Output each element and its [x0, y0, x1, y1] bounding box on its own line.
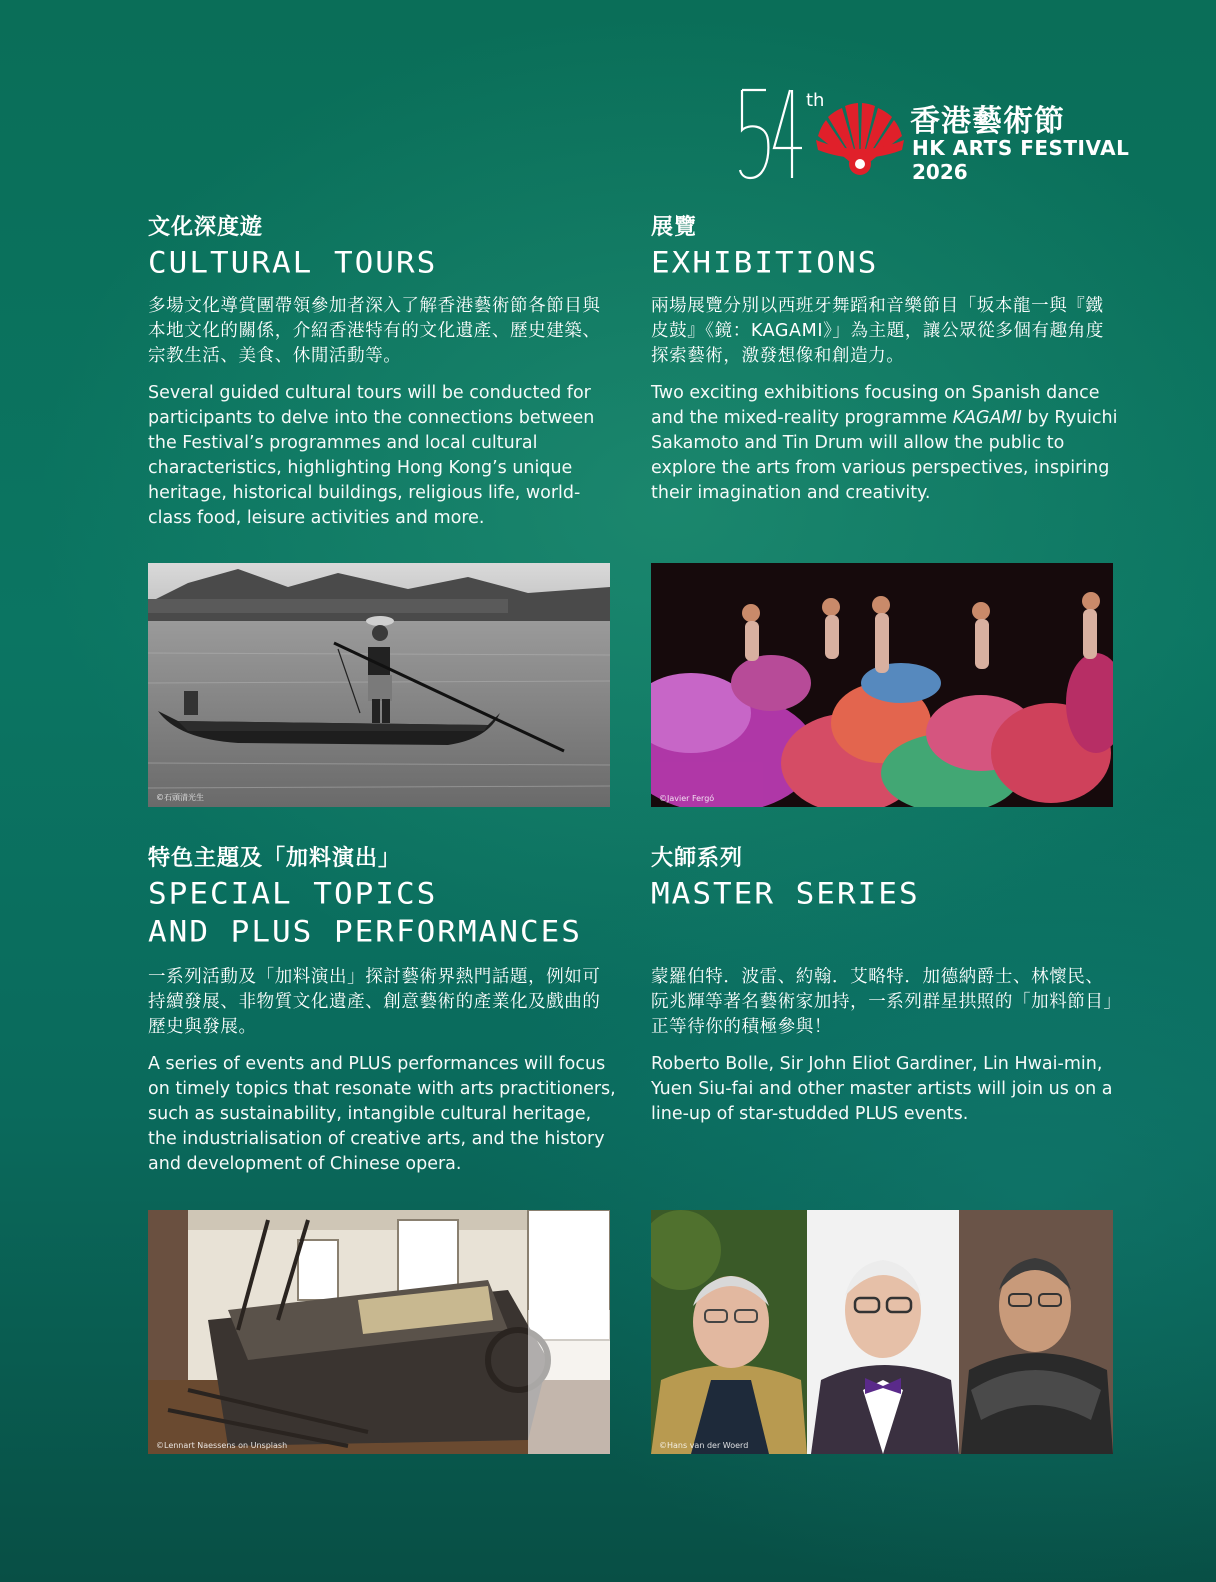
section-body-zh: 兩場展覽分別以西班牙舞蹈和音樂節目「坂本龍一與『鐵皮鼓』《鏡：KAGAMI》」為主題，讓公眾從多個有趣角度探索藝術，激發想像和創造力。	[651, 296, 1104, 366]
section-body-zh: 蒙羅伯特．波雷、約翰．艾略特．加德納爵士、林懷民、阮兆輝等著名藝術家加持，一系列群星拱照的「加料節目」正等待你的積極參與！	[651, 967, 1113, 1037]
photo-credit: ©Javier Fergó	[659, 794, 715, 803]
section-body-zh: 一系列活動及「加料演出」探討藝術界熱門話題，例如可持續發展、非物質文化遺產、創意藝術的產業化及戲曲的歷史與發展。	[148, 967, 601, 1037]
festival-name-zh: 香港藝術節	[910, 104, 1065, 139]
festival-name-en: HK ARTS FESTIVAL	[912, 136, 1130, 160]
section-cultural-tours	[148, 214, 616, 531]
section-body-en: Several guided cultural tours will be conducted for participants to delve into the connections between the Festival’s programmes and local cultural characteristics, highlighting Hong Kong’s unique heritage, historical buildings, religious life, world-class food, leisure activities and more.	[148, 383, 595, 528]
section-master-series	[651, 845, 1119, 1127]
section-title-zh: 大師系列	[651, 846, 744, 871]
photo-credit: ©石頭清光生	[156, 793, 204, 802]
edition-ordinal: th	[806, 90, 825, 111]
section-body-en: A series of events and PLUS performances will focus on timely topics that resonate with arts practitioners, such as sustainability, intangible cultural heritage, the industrialisation of creative arts, and the history and development of Chinese opera.	[148, 1054, 616, 1174]
edition-number	[738, 86, 804, 182]
section-body-en: Two exciting exhibitions focusing on Spanish dance and the mixed-reality programme KAGAMI by Ryuichi Sakamoto and Tin Drum will allow the public to explore the arts from various perspectives, inspiring their imagination and creativity.	[651, 383, 1118, 503]
programme-title-italic: KAGAMI	[952, 408, 1022, 428]
festival-fan-emblem-icon	[814, 100, 906, 180]
section-title-zh: 展覽	[651, 215, 698, 240]
photo-credit: ©Hans van der Woerd	[659, 1441, 749, 1450]
photo-fisherman-boat	[148, 563, 610, 807]
section-title-en: MASTER SERIES	[651, 876, 920, 912]
photo-master-artists	[651, 1210, 1113, 1454]
festival-logo	[738, 86, 1128, 186]
section-title-en: SPECIAL TOPICS AND PLUS PERFORMANCES	[148, 876, 582, 950]
photo-flamenco-dancers	[651, 563, 1113, 807]
festival-year: 2026	[912, 160, 968, 184]
section-title-zh: 特色主題及「加料演出」	[148, 846, 402, 871]
section-title-zh: 文化深度遊	[148, 215, 264, 240]
photo-printing-press	[148, 1210, 610, 1454]
section-title-en: CULTURAL TOURS	[148, 245, 438, 281]
section-title-en: EXHIBITIONS	[651, 245, 879, 281]
photo-credit: ©Lennart Naessens on Unsplash	[156, 1441, 288, 1450]
section-exhibitions	[651, 214, 1119, 506]
section-special-topics	[148, 845, 616, 1177]
section-body-en: Roberto Bolle, Sir John Eliot Gardiner, Lin Hwai-min, Yuen Siu-fai and other master artists will join us on a line-up of star-studded PLUS events.	[651, 1054, 1113, 1124]
section-body-zh: 多場文化導賞團帶領參加者深入了解香港藝術節各節目與本地文化的關係，介紹香港特有的文化遺產、歷史建築、宗教生活、美食、休閒活動等。	[148, 296, 601, 366]
